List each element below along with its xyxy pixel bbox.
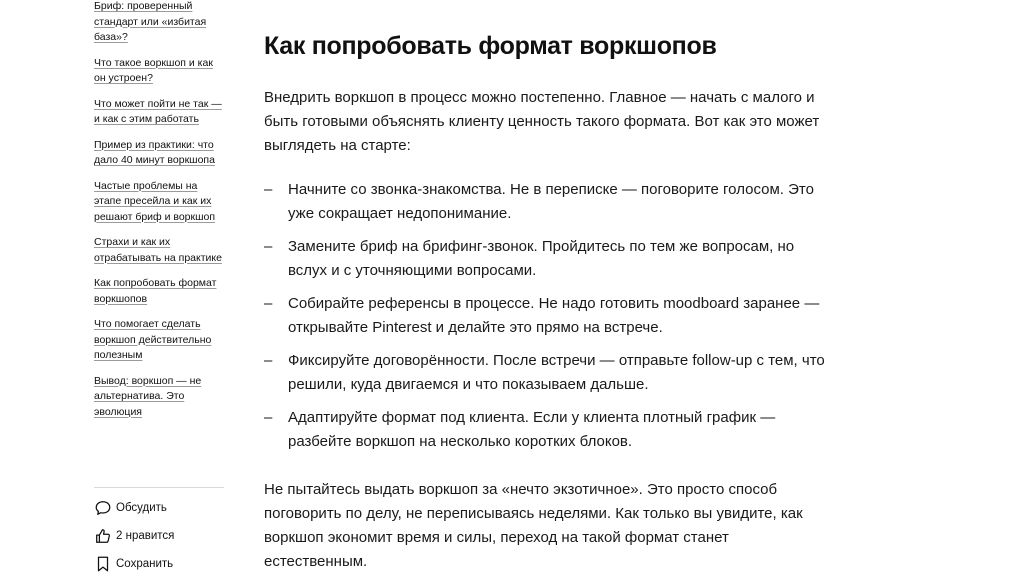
toc-item-fears[interactable]: Страхи и как их отрабатывать на практике bbox=[94, 236, 222, 264]
discuss-button[interactable] bbox=[94, 498, 174, 518]
article-section bbox=[264, 30, 834, 574]
section-title: Как попробовать формат воркшопов bbox=[264, 32, 717, 60]
list-item: – Адаптируйте формат под клиента. Если у клиента плотный график — разбейте воркшоп на несколько коротких блоков. bbox=[264, 409, 776, 450]
toc-item-make-useful[interactable]: Что помогает сделать воркшоп действительно полезным bbox=[94, 318, 212, 361]
discuss-label: Обсудить bbox=[116, 502, 167, 514]
closing-paragraph: Не пытайтесь выдать воркшоп за «нечто экзотичное». Это просто способ поговорить по делу, не переписываясь неделями. Как только вы увидите, как воркшоп экономит время и силы, переход на такой формат станет естественным. bbox=[264, 481, 803, 570]
table-of-contents bbox=[94, 0, 226, 430]
toc-divider bbox=[94, 487, 224, 488]
intro-paragraph: Внедрить воркшоп в процесс можно постепенно. Главное — начать с малого и быть готовыми объяснять клиенту ценность такого формата. Вот как это может выглядеть на старте: bbox=[264, 89, 820, 154]
toc-item-what-can-go-wrong[interactable]: Что может пойти не так — и как с этим работать bbox=[94, 97, 222, 125]
like-button[interactable] bbox=[94, 526, 174, 546]
tips-list bbox=[264, 178, 834, 454]
toc-item-brief[interactable]: Бриф: проверенный стандарт или «избитая база»? bbox=[94, 0, 207, 43]
thumbs-up-icon bbox=[94, 527, 112, 545]
article-actions bbox=[94, 498, 174, 582]
toc-item-try-format[interactable]: Как попробовать формат воркшопов bbox=[94, 277, 217, 305]
list-item: – Начните со звонка-знакомства. Не в переписке — поговорите голосом. Это уже сокращает недопонимание. bbox=[264, 181, 814, 222]
toc-item-conclusion[interactable]: Вывод: воркшоп — не альтернатива. Это эволюция bbox=[94, 374, 202, 418]
likes-count: 2 нравится bbox=[116, 530, 175, 542]
toc-item-presale-problems[interactable]: Частые проблемы на этапе пресейла и как их решают бриф и воркшоп bbox=[94, 179, 216, 223]
toc-item-practice-example[interactable]: Пример из практики: что дало 40 минут воркшопа bbox=[94, 138, 215, 166]
list-item: – Замените бриф на брифинг-звонок. Пройдитесь по тем же вопросам, но вслух и с уточняющими вопросами. bbox=[264, 238, 795, 279]
list-item: – Фиксируйте договорённости. После встречи — отправьте follow-up с тем, что решили, куда двигаемся и что показываем дальше. bbox=[264, 352, 825, 393]
list-item: – Собирайте референсы в процессе. Не надо готовить moodboard заранее — открывайте Pinterest и делайте это прямо на встрече. bbox=[264, 295, 820, 336]
comment-icon bbox=[94, 499, 112, 517]
toc-item-what-is-workshop[interactable]: Что такое воркшоп и как он устроен? bbox=[94, 56, 213, 84]
save-button[interactable] bbox=[94, 554, 174, 574]
save-label: Сохранить bbox=[116, 558, 174, 570]
bookmark-icon bbox=[94, 555, 112, 573]
